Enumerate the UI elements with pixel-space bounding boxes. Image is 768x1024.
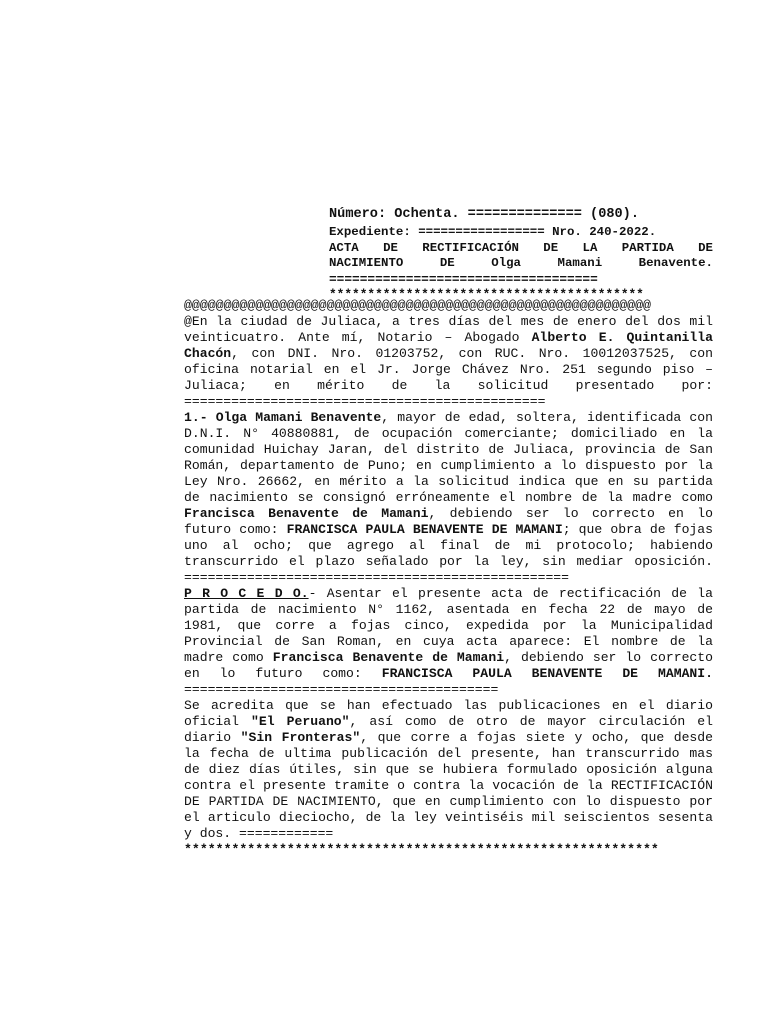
header-star-rule: ***************************************** (329, 287, 644, 302)
procedo-rule: ======================================== (184, 682, 499, 697)
publicaciones-text-a: Se acredita que se han efectuado las publicaciones en el diario oficial (184, 698, 713, 729)
applicant-name: Olga Mamani Benavente (215, 410, 382, 425)
intro-text-a: @En la ciudad de Juliaca, a tres días del mes de enero del dos mil veinticuatro. Ante mí, Notario – Abogado (184, 314, 713, 345)
notary-name: Alberto E. Quintanilla Chacón (184, 330, 713, 361)
document-header (329, 206, 713, 303)
mother-name-wrong: Francisca Benavente de Mamani (184, 506, 429, 521)
section-1-text-a: , mayor de edad, soltera, identificada con D.N.I. N° 40880881, de ocupación comerciante; domiciliado en la comunidad Huichay Jaran, del distrito de Juliaca, provincia de San Román, departamento de Puno; en cumplimiento a lo dispuesto por la Ley Nro. 26662, en mérito a la solicitud indica que en su partida de nacimiento se consignó erróneamente el nombre de la madre como (184, 410, 713, 505)
closing-star-rule: ************************************************************ (184, 842, 659, 857)
procedo-paragraph (184, 586, 713, 682)
intro-paragraph (184, 314, 713, 394)
header-equals-rule: =================================== (329, 271, 598, 287)
act-number: Número: Ochenta. ============== (080). (329, 207, 639, 222)
document-body (184, 298, 713, 858)
procedo-mother-wrong: Francisca Benavente de Mamani (272, 650, 505, 665)
section-1-text-b: , debiendo ser lo correcto en lo futuro como: (184, 506, 713, 537)
at-sign-rule: @@@@@@@@@@@@@@@@@@@@@@@@@@@@@@@@@@@@@@@@@@@@@@@@@@@@@@@@@@@ (184, 298, 651, 313)
intro-rule: ============================================== (184, 394, 546, 409)
act-title-line-2: NACIMIENTO DE Olga Mamani Benavente. (329, 256, 713, 270)
publicaciones-paragraph (184, 698, 713, 842)
procedo-label: P R O C E D O. (184, 586, 309, 601)
act-title-line-1: ACTA DE RECTIFICACIÓN DE LA PARTIDA DE (329, 240, 713, 255)
mother-name-correct: FRANCISCA PAULA BENAVENTE DE MAMANI (286, 522, 563, 537)
procedo-text-a: - Asentar el presente acta de rectificación de la partida de nacimiento N° 1162, asentada en fecha 22 de mayo de 1981, que corre a fojas cinco, expedida por la Municipalidad Provincial de San Roman, en cuya acta aparece: El nombre de la madre como (184, 586, 713, 665)
publicaciones-text-b: , así como de otro de mayor circulación el diario (184, 714, 713, 745)
section-1-number: 1.- (184, 410, 216, 425)
section-1-rule: ================================================= (184, 570, 570, 585)
intro-text-b: , con DNI. Nro. 01203752, con RUC. Nro. 10012037525, con oficina notarial en el Jr. Jorge Chávez Nro. 251 segundo piso – Juliaca; en mérito de la solicitud presentado por: (184, 346, 713, 393)
procedo-mother-correct: FRANCISCA PAULA BENAVENTE DE MAMANI. (381, 666, 714, 681)
section-1-paragraph (184, 410, 713, 570)
section-1-text-c: ; que obra de fojas uno al ocho; que agrego al final de mi protocolo; habiendo transcurrido el plazo señalado por la ley, sin mediar oposición. (184, 522, 713, 569)
publicaciones-text-c: , que corre a fojas siete y ocho, que desde la fecha de ultima publicación del presente, han transcurrido mas de diez días útiles, sin que se hubiera formulado oposición alguna contra el presente tramite o contra la vocación de la RECTIFICACIÓN DE PARTIDA DE NACIMIENTO, que en cumplimiento con lo dispuesto por el articulo dieciocho, de la ley veintiséis mil seiscientos sesenta y dos. ============ (184, 730, 713, 841)
newspaper-el-peruano: "El Peruano" (251, 714, 350, 729)
expediente-line: Expediente: ================= Nro. 240-2022. (329, 225, 657, 239)
newspaper-sin-fronteras: "Sin Fronteras" (240, 730, 361, 745)
procedo-text-b: , debiendo ser lo correcto en lo futuro como: (184, 650, 714, 681)
